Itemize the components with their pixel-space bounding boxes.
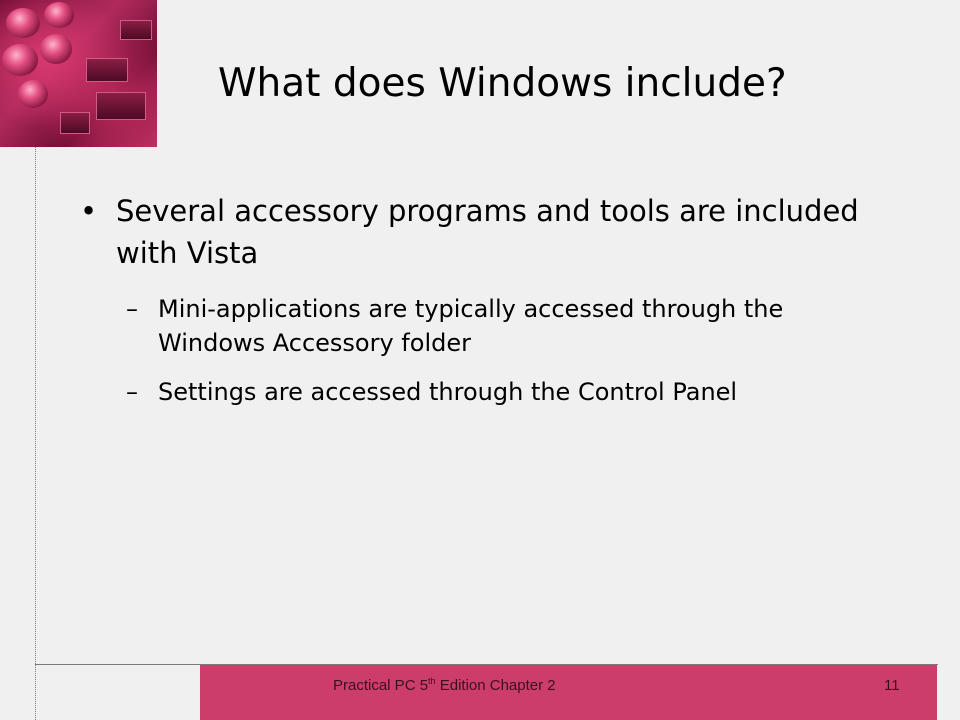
slide-title: What does Windows include? <box>218 61 787 106</box>
footer-title-pre: Practical PC 5 <box>333 677 429 694</box>
bullet-marker: • <box>80 194 98 228</box>
sub-bullet-marker: – <box>126 378 138 406</box>
vertical-guide-line <box>35 147 36 720</box>
footer-bar <box>200 665 937 720</box>
page-number: 11 <box>884 677 900 694</box>
footer-title-post: Edition Chapter 2 <box>435 677 556 694</box>
sub-bullet-marker: – <box>126 295 138 323</box>
circuit-board-photo <box>0 0 157 147</box>
sub-bullet-item <box>126 292 870 360</box>
footer-title-sup: th <box>428 676 436 686</box>
slide-body <box>80 190 870 424</box>
sub-bullet-item <box>126 375 870 409</box>
bullet-text: Several accessory programs and tools are included with Vista <box>116 194 859 270</box>
sub-bullet-text: Mini-applications are typically accessed through the Windows Accessory folder <box>158 295 784 357</box>
footer-title <box>333 676 556 696</box>
sub-bullet-text: Settings are accessed through the Control Panel <box>158 378 738 406</box>
bullet-item <box>80 190 870 274</box>
